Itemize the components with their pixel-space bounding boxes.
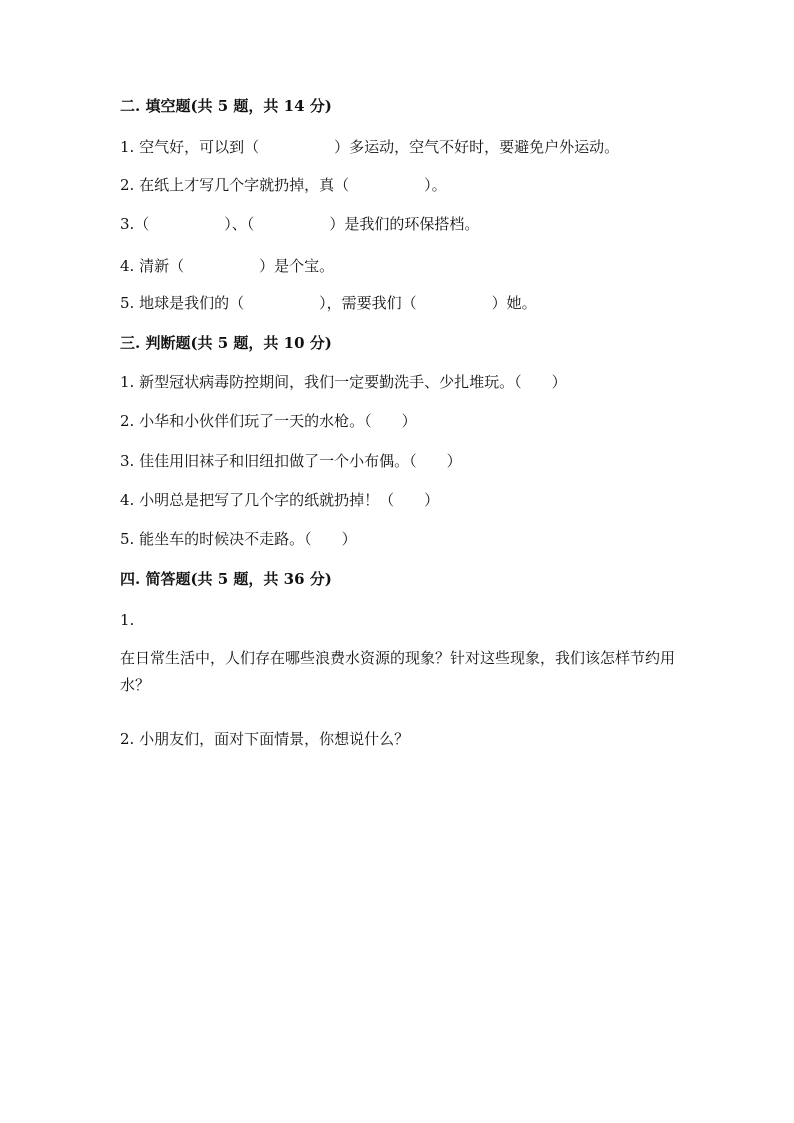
true-false-question-1: 1. 新型冠状病毒防控期间，我们一定要勤洗手、少扎堆玩。（ ） bbox=[120, 373, 567, 391]
short-answer-question-2: 2. 小朋友们，面对下面情景，你想说什么？ bbox=[120, 730, 410, 748]
section-heading-true-false: 三. 判断题(共 5 题，共 10 分) bbox=[120, 334, 332, 352]
true-false-question-5: 5. 能坐车的时候决不走路。（ ） bbox=[120, 530, 357, 548]
short-answer-question-1-text: 在日常生活中，人们存在哪些浪费水资源的现象？针对这些现象，我们该怎样节约用水？ bbox=[120, 649, 676, 694]
short-answer-question-1-number: 1. bbox=[120, 611, 135, 629]
section-heading-fill-blank: 二. 填空题(共 5 题，共 14 分) bbox=[120, 97, 332, 115]
fill-blank-question-4: 4. 清新（ ）是个宝。 bbox=[120, 257, 335, 275]
fill-blank-question-2: 2. 在纸上才写几个字就扔掉，真（ ）。 bbox=[120, 176, 447, 194]
true-false-question-3: 3. 佳佳用旧袜子和旧纽扣做了一个小布偶。（ ） bbox=[120, 452, 462, 470]
section-heading-short-answer: 四. 简答题(共 5 题，共 36 分) bbox=[120, 570, 332, 588]
true-false-question-2: 2. 小华和小伙伴们玩了一天的水枪。（ ） bbox=[120, 412, 417, 430]
fill-blank-question-3: 3.（ ）、（ ）是我们的环保搭档。 bbox=[120, 215, 480, 233]
fill-blank-question-5: 5. 地球是我们的（ ），需要我们（ ）她。 bbox=[120, 294, 537, 312]
fill-blank-question-1: 1. 空气好，可以到（ ）多运动，空气不好时，要避免户外运动。 bbox=[120, 138, 620, 156]
true-false-question-4: 4. 小明总是把写了几个字的纸就扔掉！（ ） bbox=[120, 491, 440, 509]
